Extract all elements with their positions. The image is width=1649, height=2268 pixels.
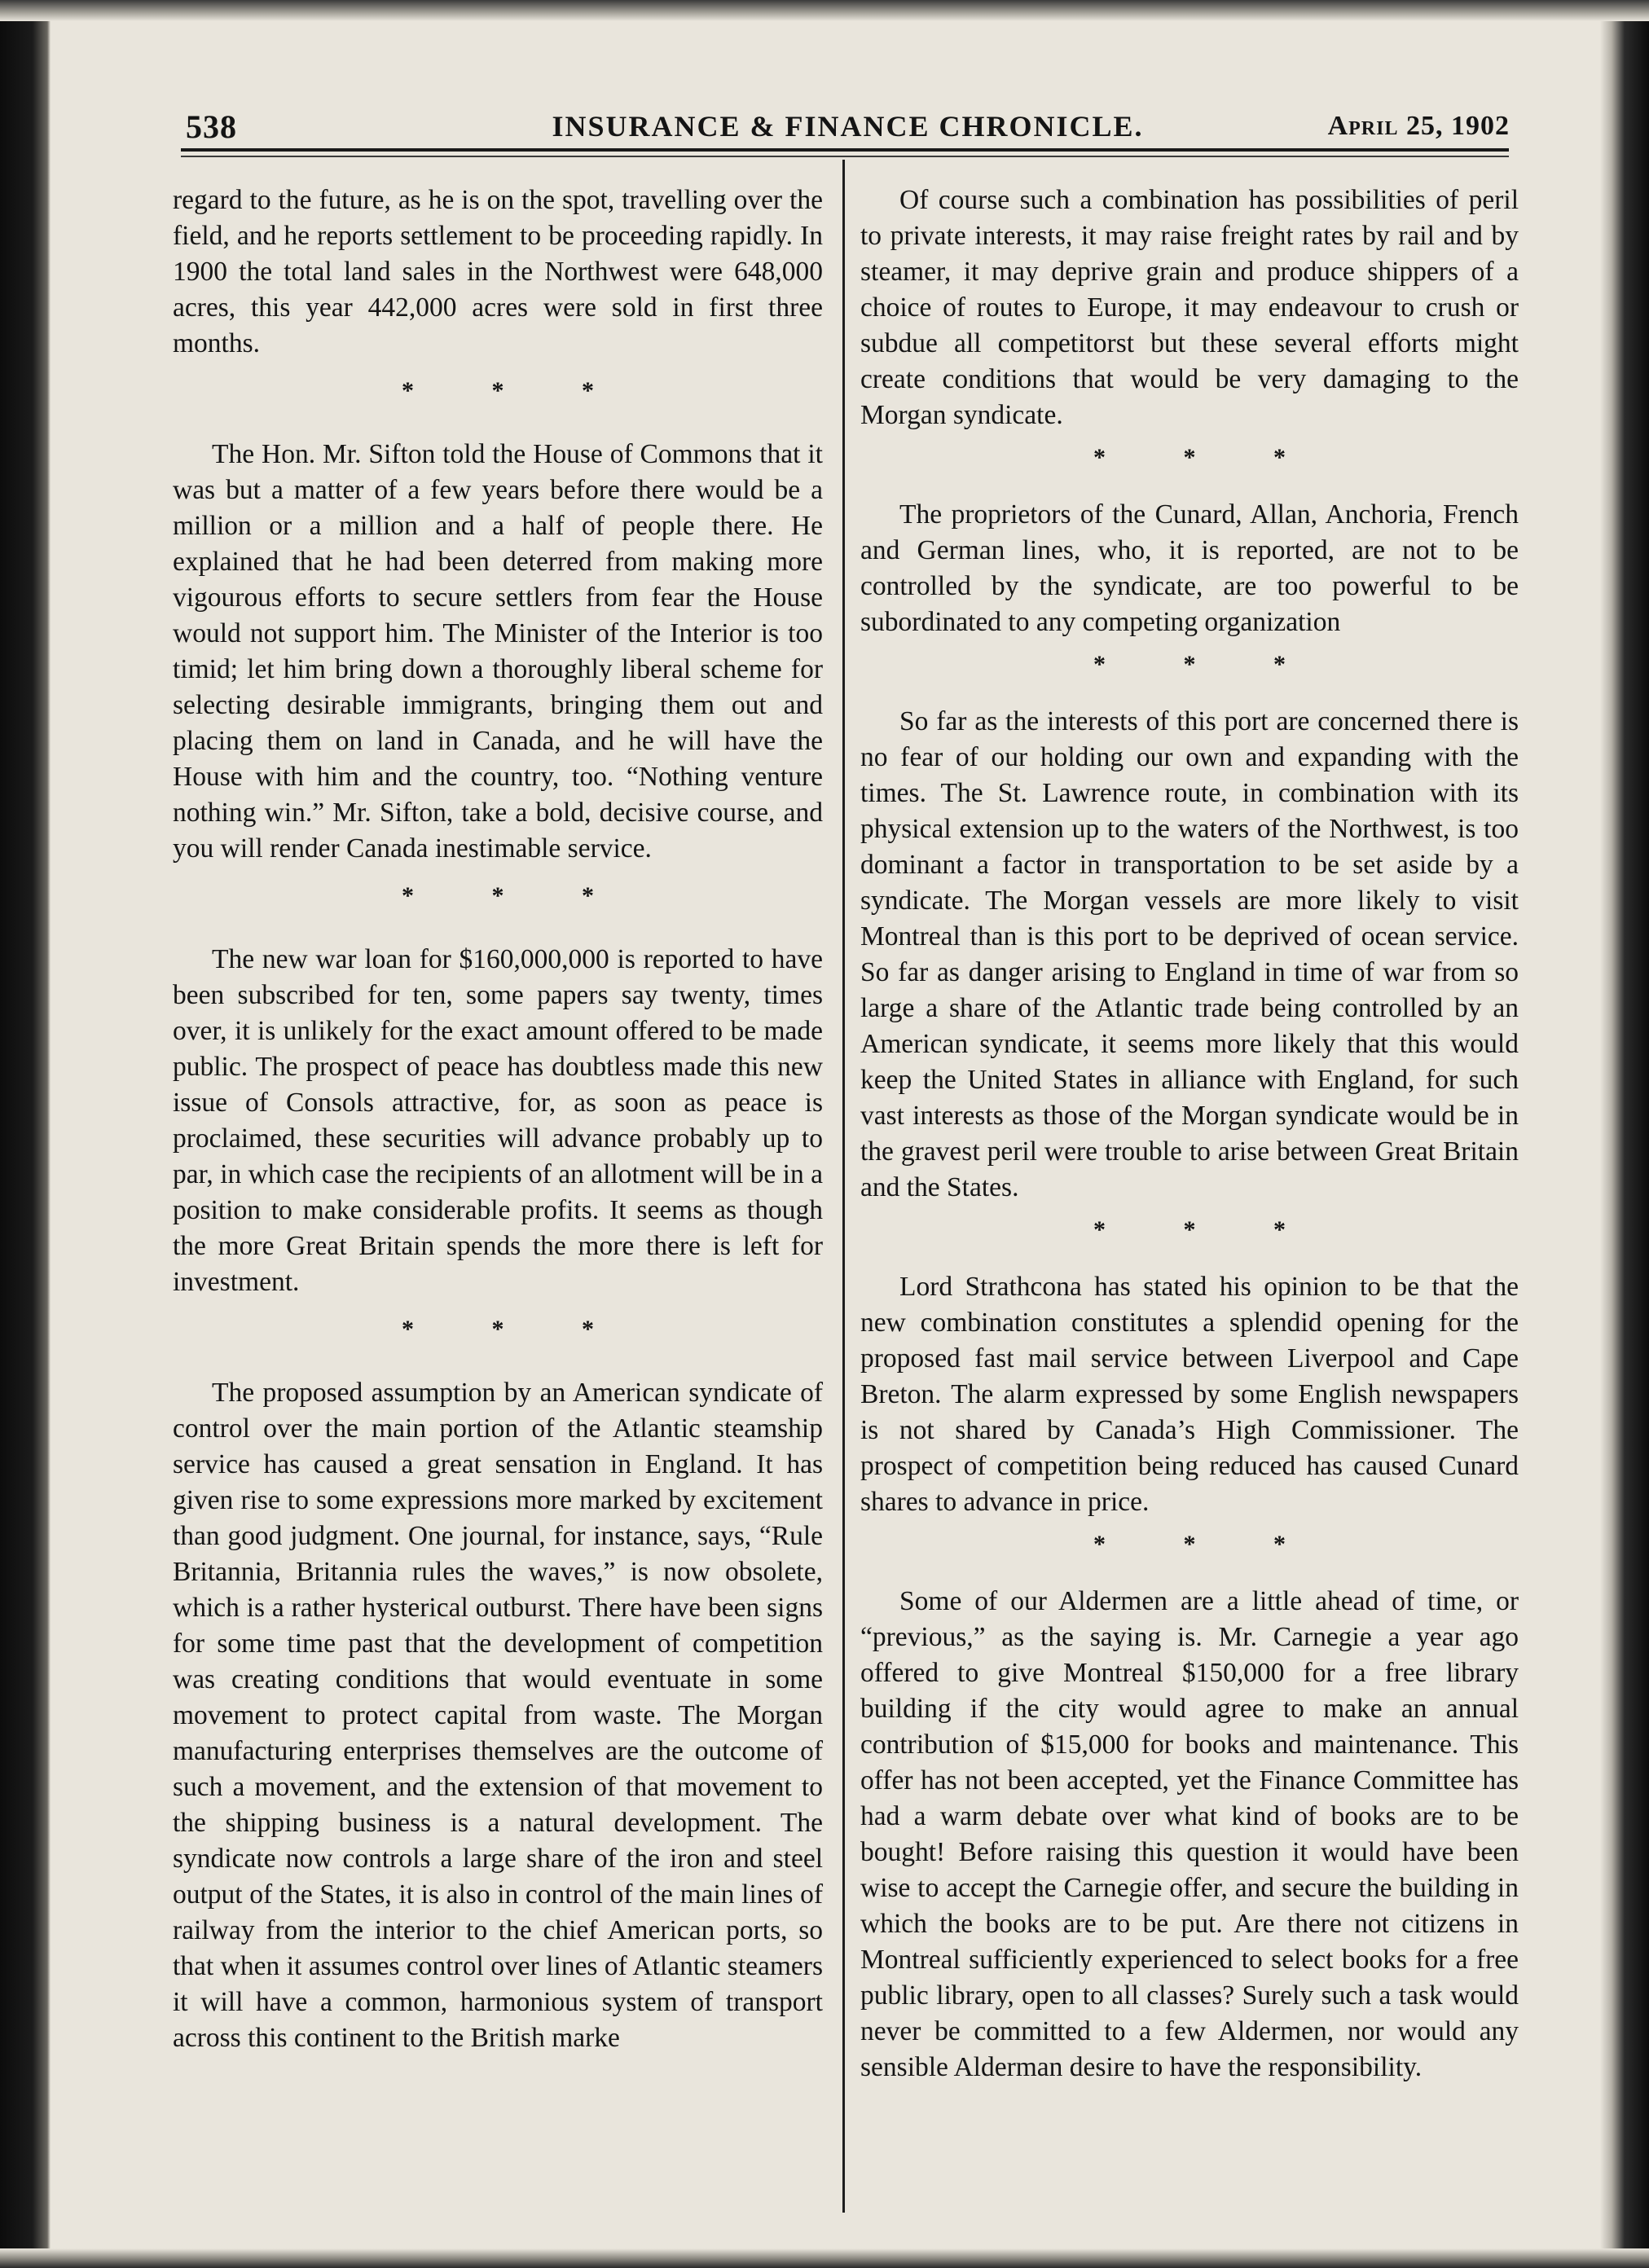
header-rule-thin bbox=[181, 156, 1509, 157]
section-separator: * * * bbox=[402, 377, 630, 404]
scan-edge-right bbox=[1600, 0, 1649, 2268]
section-separator: * * * bbox=[402, 882, 630, 909]
article-paragraph: The Hon. Mr. Sifton told the House of Commons that it was but a matter of a few years before there would be a million or a million and a half of people there. He explained that he had been deterred from making more vigourous efforts to secure settlers from fear the House would not support him. The Minister of the Interior is too timid; let him bring down a thoroughly liberal scheme for selecting desirable immigrants, bringing them out and placing them on land in Canada, and he will have the House with him and the country, too. “Nothing venture nothing win.” Mr. Sifton, take a bold, decisive course, and you will render Canada inestimable service. bbox=[173, 439, 823, 864]
column-divider bbox=[842, 160, 845, 2213]
section-separator: * * * bbox=[1093, 1531, 1321, 1558]
article-paragraph: So far as the interests of this port are concerned there is no fear of our holding our own and expanding with the times. The St. Lawrence route, in combination with its physical extension up to the waters of the Northwest, is too dominant a factor in transportation to be set aside by a syndicate. The Morgan vessels are more likely to visit Montreal than is this port to be deprived of ocean service. So far as danger arising to England in time of war from so large a share of the Atlantic trade being controlled by an American syndicate, it seems more likely that this would keep the United States in alliance with England, for such vast interests as those of the Morgan syndicate would be in the gravest peril were trouble to arise between Great Britain and the States. bbox=[860, 706, 1519, 1202]
section-separator: * * * bbox=[1093, 651, 1321, 678]
scan-edge-left bbox=[0, 0, 51, 2268]
article-paragraph: The proprietors of the Cunard, Allan, Anchoria, French and German lines, who, it is reported, are not to be controlled by the syndicate, are too powerful to be subordinated to any competing organization bbox=[860, 499, 1519, 637]
page-number: 538 bbox=[186, 108, 237, 145]
article-paragraph: The proposed assumption by an American syndicate of control over the main portion of the Atlantic steamship service has caused a great sensation in England. It has given rise to some expressions more marked by excitement than good judgment. One journal, for instance, says, “Rule Britannia, Britannia rules the waves,” is now obsolete, which is a rather hysterical outburst. There have been signs for some time past that the development of competition was creating conditions that would eventuate in some movement to protect capital from waste. The Morgan manufacturing enterprises themselves are the outcome of such a movement, and the extension of that movement to the shipping business is a natural development. The syndicate now controls a large share of the iron and steel output of the States, it is also in control of the main lines of railway from the interior to the chief American ports, so that when it assumes control over lines of Atlantic steamers it will have a common, harmonious system of transport across this continent to the British marke bbox=[173, 1378, 823, 2053]
article-paragraph: regard to the future, as he is on the spot, travelling over the field, and he reports settlement to be proceeding rapidly. In 1900 the total land sales in the Northwest were 648,000 acres, this year 442,000 acres were sold in first three months. bbox=[173, 185, 823, 358]
left-column bbox=[173, 182, 823, 2056]
section-separator: * * * bbox=[402, 1316, 630, 1343]
scan-edge-top bbox=[0, 0, 1649, 21]
article-paragraph: The new war loan for $160,000,000 is reported to have been subscribed for ten, some papers say twenty, times over, it is unlikely for the exact amount offered to be made public. The prospect of peace has doubtless made this new issue of Consols attractive, for, as soon as peace is proclaimed, these securities will advance probably up to par, in which case the recipients of an allotment will be in a position to make considerable profits. It seems as though the more Great Britain spends the more there is left for investment. bbox=[173, 944, 823, 1297]
article-paragraph: Of course such a combination has possibilities of peril to private interests, it may raise freight rates by rail and by steamer, it may deprive grain and produce shippers of a choice of routes to Europe, it may endeavour to crush or subdue all competitorst but these several efforts might create conditions that would be very damaging to the Morgan syndicate. bbox=[860, 185, 1519, 430]
issue-date: April 25, 1902 bbox=[1327, 111, 1510, 141]
article-paragraph: Lord Strathcona has stated his opinion to be that the new combination constitutes a splendid opening for the proposed fast mail service between Liverpool and Cape Breton. The alarm expressed by some English newspapers is not shared by Canada’s High Commissioner. The prospect of competition being reduced has caused Cunard shares to advance in price. bbox=[860, 1272, 1519, 1517]
section-separator: * * * bbox=[1093, 444, 1321, 471]
scan-edge-bottom bbox=[0, 2248, 1649, 2268]
journal-title: INSURANCE & FINANCE CHRONICLE. bbox=[552, 110, 1144, 143]
section-separator: * * * bbox=[1093, 1216, 1321, 1243]
article-paragraph: Some of our Aldermen are a little ahead of time, or “previous,” as the saying is. Mr. Carnegie a year ago offered to give Montreal $150,000 for a free library building if the city would agree to make an annual contribution of $15,000 for books and maintenance. This offer has not been accepted, yet the Finance Committee has had a warm debate over what kind of books are to be bought! Before raising this question it would have been wise to accept the Carnegie offer, and secure the building in which the books are to be put. Are there not citizens in Montreal sufficiently experienced to select books for a free public library, open to all classes? Surely such a task would never be committed to a few Aldermen, nor would any sensible Alderman desire to have the responsibility. bbox=[860, 1586, 1519, 2082]
header-rule bbox=[181, 148, 1509, 152]
right-column bbox=[860, 182, 1519, 2086]
